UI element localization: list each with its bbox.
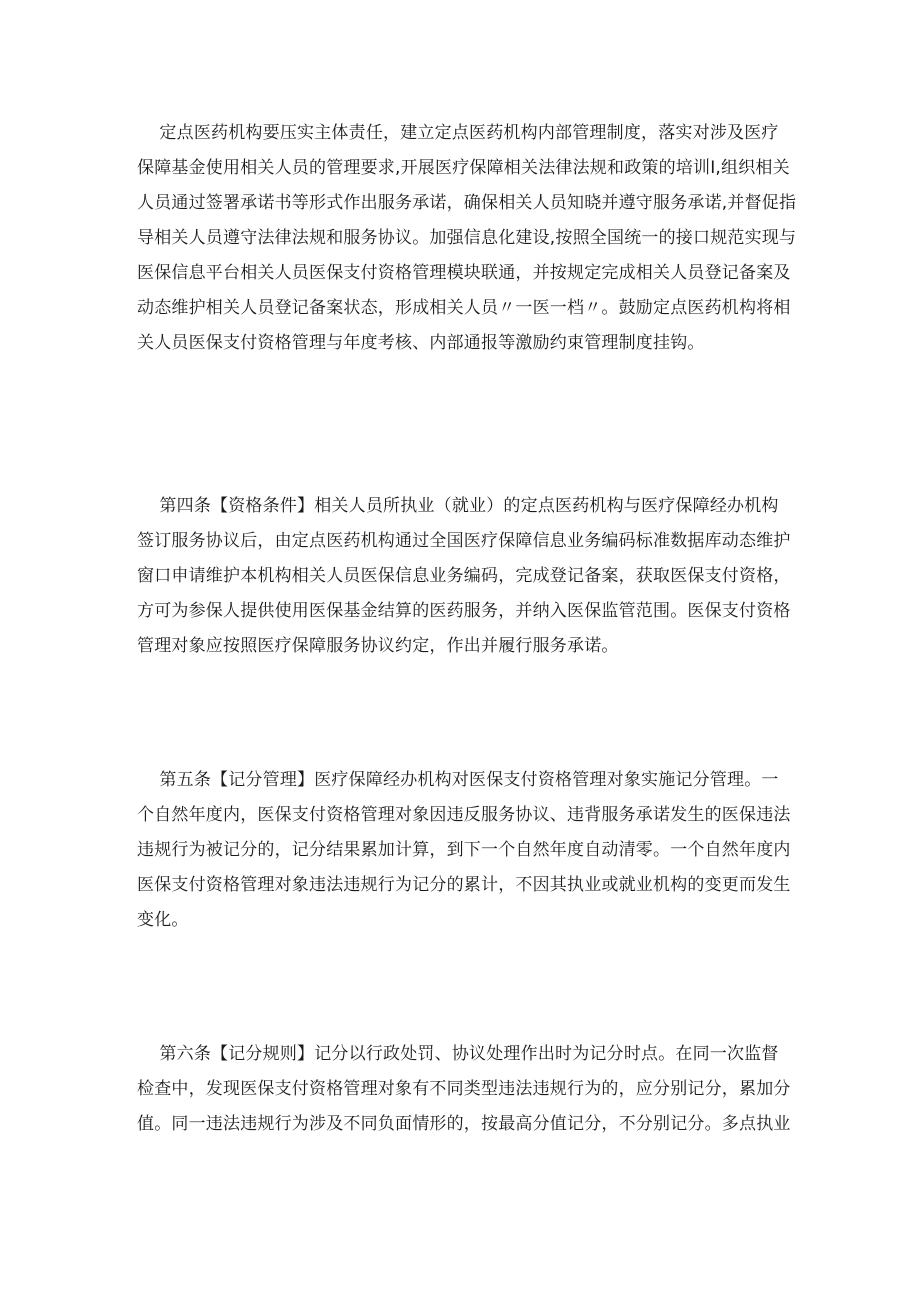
paragraph-article-5 xyxy=(137,763,797,938)
text-line: 变化。 xyxy=(137,910,189,930)
paragraph-article-4 xyxy=(137,489,797,664)
text-line: 第四条【资格条件】相关人员所执业（就业）的定点医药机构与医疗保障经办机构 xyxy=(137,496,779,516)
text-line: 值。同一违法违规行为涉及不同负面情形的，按最高分值记分，不分别记分。多点执业 xyxy=(137,1114,791,1134)
text-line: 定点医药机构要压实主体责任，建立定点医药机构内部管理制度，落实对涉及医疗 xyxy=(137,123,779,143)
text-line: 违规行为被记分的，记分结果累加计算，到下一个自然年度自动清零。一个自然年度内 xyxy=(137,840,791,860)
text-line: 管理对象应按照医疗保障服务协议约定，作出并履行服务承诺。 xyxy=(137,636,619,656)
text-line: 动态维护相关人员登记备案状态，形成相关人员〃一医一档〃。鼓励定点医药机构将相 xyxy=(137,298,791,318)
text-line: 检查中，发现医保支付资格管理对象有不同类型违法违规行为的，应分别记分，累加分 xyxy=(137,1079,791,1099)
text-line: 签订服务协议后，由定点医药机构通过全国医疗保障信息业务编码标准数据库动态维护 xyxy=(137,531,791,551)
paragraph-responsibility xyxy=(137,116,797,361)
text-line: 方可为参保人提供使用医保基金结算的医药服务，并纳入医保监管范围。医保支付资格 xyxy=(137,601,791,621)
paragraph-article-6 xyxy=(137,1037,797,1142)
text-line: 个自然年度内，医保支付资格管理对象因违反服务协议、违背服务承诺发生的医保违法 xyxy=(137,805,791,825)
text-line: 医保信息平台相关人员医保支付资格管理模块联通，并按规定完成相关人员登记备案及 xyxy=(137,263,791,283)
text-line: 第五条【记分管理】医疗保障经办机构对医保支付资格管理对象实施记分管理。一 xyxy=(137,770,779,790)
text-line: 保障基金使用相关人员的管理要求,开展医疗保障相关法律法规和政策的培训I,组织相关 xyxy=(137,158,790,178)
text-line: 第六条【记分规则】记分以行政处罚、协议处理作出时为记分时点。在同一次监督 xyxy=(137,1044,779,1064)
text-line: 导相关人员遵守法律法规和服务协议。加强信息化建设,按照全国统一的接口规范实现与 xyxy=(137,228,797,248)
text-line: 窗口申请维护本机构相关人员医保信息业务编码，完成登记备案，获取医保支付资格， xyxy=(137,566,791,586)
text-line: 医保支付资格管理对象违法违规行为记分的累计，不因其执业或就业机构的变更而发生 xyxy=(137,875,791,895)
text-line: 人员通过签署承诺书等形式作出服务承诺，确保相关人员知晓并遵守服务承诺,并督促指 xyxy=(137,193,797,213)
text-line: 关人员医保支付资格管理与年度考核、内部通报等激励约束管理制度挂钩。 xyxy=(137,333,705,353)
